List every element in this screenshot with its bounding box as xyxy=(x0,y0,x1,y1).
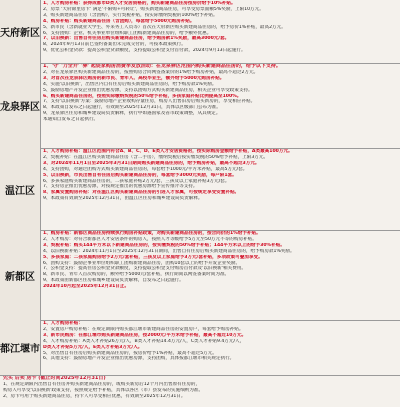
policy-line: 3、契税补贴：购买144平方米以下新建商品住房的，按实缴契税的50%给予补贴；144平方米以上的给予30%补贴。 xyxy=(43,242,285,248)
region-content xyxy=(43,149,398,229)
policy-line: 1、购房补贴：新都区商品住房持续执行购房补贴政策，对购买新建商品住房的，按合同价的1%给予补贴。 xyxy=(43,231,261,236)
policy-line: 2、契税补贴：在温江区购买新建商品住房（含二手房），缴纳契税后按实缴契税的50%给予补贴，上限3万元。 xyxy=(43,154,269,160)
policy-line: 6、多孩家庭购买新建商品住房的，二孩家庭补贴2万元/套，三孩及以上家庭补贴3万元/套。 xyxy=(43,178,230,184)
footer-line: 购房人可享受'以旧换新'政策支持，按照规定给予补贴，具体以各区（市）县发布的实施细则为准。 xyxy=(3,387,204,393)
policy-line: D类人才补贴5万元/人，E类人才补贴3万元/人。 xyxy=(43,344,143,350)
policy-line: 5、新市民（含新就业大学生、外来务工人员等）首次在天府新区购买新建商品住房的，给予房价1%补贴，最高2万元。 xyxy=(43,24,286,30)
region-row xyxy=(0,148,400,231)
footer-row xyxy=(0,375,400,407)
policy-line: 1、人才购房补贴：获得成都市D类人才安居资格的，购买新建商品住房按房价给予10%补贴。 xyxy=(43,1,236,6)
region-label: 天府新区 xyxy=(0,0,41,63)
policy-line: 8、家属安置购房补贴：对在温江区购买新建商品住房的引进人才家属，可按规定享受安置补贴。 xyxy=(43,190,240,196)
policy-line: 5、鼓励房地产开发企业推出优惠房源，支持以团购方式购买新建商品住房，相关企业可享受政策支持。 xyxy=(43,87,253,93)
policy-line: 3、新市民购房：在都江堰市购买新建商品住房，按2000元/平方米给予补贴，最高不超过10万元。 xyxy=(43,332,247,338)
region-row xyxy=(0,230,400,321)
region-label: 龙泉驿区 xyxy=(0,63,41,148)
policy-line: 9、本政策有效期至2025年12月31日，由温江区住房和城乡建设局负责解释。 xyxy=(43,196,203,202)
policy-line: 5、对出售自有住房后购买新建商品住房的，按房价给予1%补贴，最高不超过5万元。 xyxy=(43,350,217,356)
policy-line: 1、'守' '力全开' '驿' 起促家购房消费季发放活动：在龙泉驿区范围内购买新建商品住房的，给予以下支持。 xyxy=(43,64,281,69)
policy-line: 6、支持团购：企业、机关事业单位组织职工团购新建商品住房的，给予额外优惠。 xyxy=(43,30,212,36)
region-content xyxy=(43,321,398,374)
policy-line: 8、本政策自发布之日起施行，有效期至2025年12月31日，具体以区级部门公布为准。 xyxy=(43,105,221,111)
region-content xyxy=(43,231,398,319)
policy-line: 5、以旧换新，市民出售自有住房后购买新建商品住房的，每套给予3000元奖励，每户限1套。 xyxy=(43,172,237,178)
policy-line: 7、以旧换新：出售自有住房后购买新建商品住房，给予购房款1%奖励，最高3000元/套。 xyxy=(43,36,230,42)
policy-line: 6、购买新建商品住房的，按照实际缴纳契税的50%给予补贴，多孩家庭补贴比例提高至100%。 xyxy=(43,93,242,99)
policy-line: 9、优化公积金贷款：提高公积金贷款额度，支持提取公积金支付首付款，2024年9月13日起施行。 xyxy=(43,48,246,54)
footer-line: 2、房卡可用于购买新建商品住房，持卡人可享受相应优惠，有效期至2025年12月31日。 xyxy=(3,393,186,399)
policy-line: 1、人才购房补贴： xyxy=(43,321,83,326)
policy-line: 6、团购支持：鼓励企事业单位组织职工团购新建商品住房，团购10套以上的给予开发企业奖励。 xyxy=(43,260,241,266)
policy-line: 4、支持团购，对通过团购方式购买新建商品住房的，每套给予1000元/平方米补贴，最高5万元/套。 xyxy=(43,166,248,172)
region-label: 都江堰市 xyxy=(0,320,41,375)
policy-line: 9、龙泉驿区住房和城乡建设局负责解释，执行中如遇国家及省市政策调整，从其规定。 xyxy=(43,111,221,117)
policy-line: 3、对2024年11月1日至2025年3月31日期间购买新建商品住房的，给予购房补贴，最高不超过3万元。 xyxy=(43,160,260,166)
region-content xyxy=(43,64,398,147)
policy-line: 4、实施'以旧换新'，出售区内自有住房后购买新建商品住房的，给予购房款1%奖励。 xyxy=(43,81,217,87)
region-label: 新都区 xyxy=(0,230,41,320)
policy-line: 3、对首次在龙泉驿区购房的新市民、青年人、高校毕业生，额外给予5000元购房补贴。 xyxy=(43,75,225,81)
policy-line: 5、多孩家庭：二孩家庭购房给予2万元/套补贴，三孩及以上家庭给予3万元/套补贴，多项政策可叠加享受。 xyxy=(43,254,263,260)
policy-line: 4、购房补贴：购买新建商品住房（含团购），每套给予5000元购房补贴。 xyxy=(43,18,195,24)
policy-line: 9、本政策由新都区住房和城乡建设局负责解释，自发布之日起施行。 xyxy=(43,278,184,284)
footer-line: 1、在规定期限内出售自有住房并购买新建商品住房的，或购买新房后12个月内出售原有住房的， xyxy=(3,381,201,387)
policy-line: 2、房票 '天府锦里房卡' 满足'不限购+可转让'，购买新建商品住房，可享受房票面额5%奖励，上限10万元。 xyxy=(43,6,264,12)
policy-line: 2、安置房户购房补贴：在规定期限内购买都江堰市新建商品住房的安置房户，每套给予购房补贴。 xyxy=(43,326,244,332)
footer-title: 先买 后卖 房卡 (截止时间2025年12月31日) xyxy=(3,376,106,381)
policy-line: 3、购买新建商品住房（含团购），实行契税补贴，按实际缴纳契税的100%给予补贴。 xyxy=(43,12,218,18)
policy-line: 7、公积金支持：提高住房公积金贷款额度，支持提取公积金支付购房首付款及'以旧换新'相关费用。 xyxy=(43,266,246,272)
region-row xyxy=(0,63,400,149)
region-content xyxy=(43,1,398,62)
policy-line: 4、以旧换新补贴：2024年11月1日至2025年12月31日期间，出售自有住房后购买新建商品住房的，给予购房款1%奖励。 xyxy=(43,248,295,254)
footer-content xyxy=(3,376,398,406)
policy-line: 8、新市民、青年人首次购房的，额外给予5000元/套补贴，执行期间以网签备案时间为准。 xyxy=(43,272,230,278)
region-row xyxy=(0,0,400,64)
region-row xyxy=(0,320,400,376)
policy-line: 7、支持'以旧换新'方案：鼓励房地产企业收购存量住房，购房人出售旧房后购买新房的，享受相应补贴。 xyxy=(43,99,256,105)
policy-line: 本通知自发布之日起执行。 xyxy=(43,117,99,123)
policy-line: 2024年10月起至2025年12月31日止。 xyxy=(43,284,130,290)
policy-line: 6、其他支持：鼓励房地产开发企业推出优惠房源，支持团购，具体按都江堰市相关规定执行。 xyxy=(43,356,235,362)
policy-line: 4、人才购房补贴：A类人才补贴26万元/人，B类人才补贴14.4万元/人，C类人才补贴9.4万元/人， xyxy=(43,338,245,344)
region-label: 温江区 xyxy=(0,148,41,230)
policy-line: 8、2024年9月13日前已签约备案但未完成交付的，可按本政策执行。 xyxy=(43,42,186,48)
policy-line: 2、对在龙泉驿区购买新建商品住房的，按照购房合同网签备案价的1%给予购房补贴，最高不超过2万元。 xyxy=(43,69,259,75)
policy-line: 7、支持房企推出优惠房源，对按规定推出的优惠房源给予宣传推介等支持。 xyxy=(43,184,198,190)
policy-line: 1、人才购房补贴：温江区范围内符合A、B、C、D、E类人才安居资格的，按实际购房金额给予补贴，A类最高100万元。 xyxy=(43,149,293,154)
policy-line: 2、人才购房：对符合新都区人才安居条件的购房人，按照人才等级给予5万元至50万元不等的购房补贴。 xyxy=(43,236,257,242)
